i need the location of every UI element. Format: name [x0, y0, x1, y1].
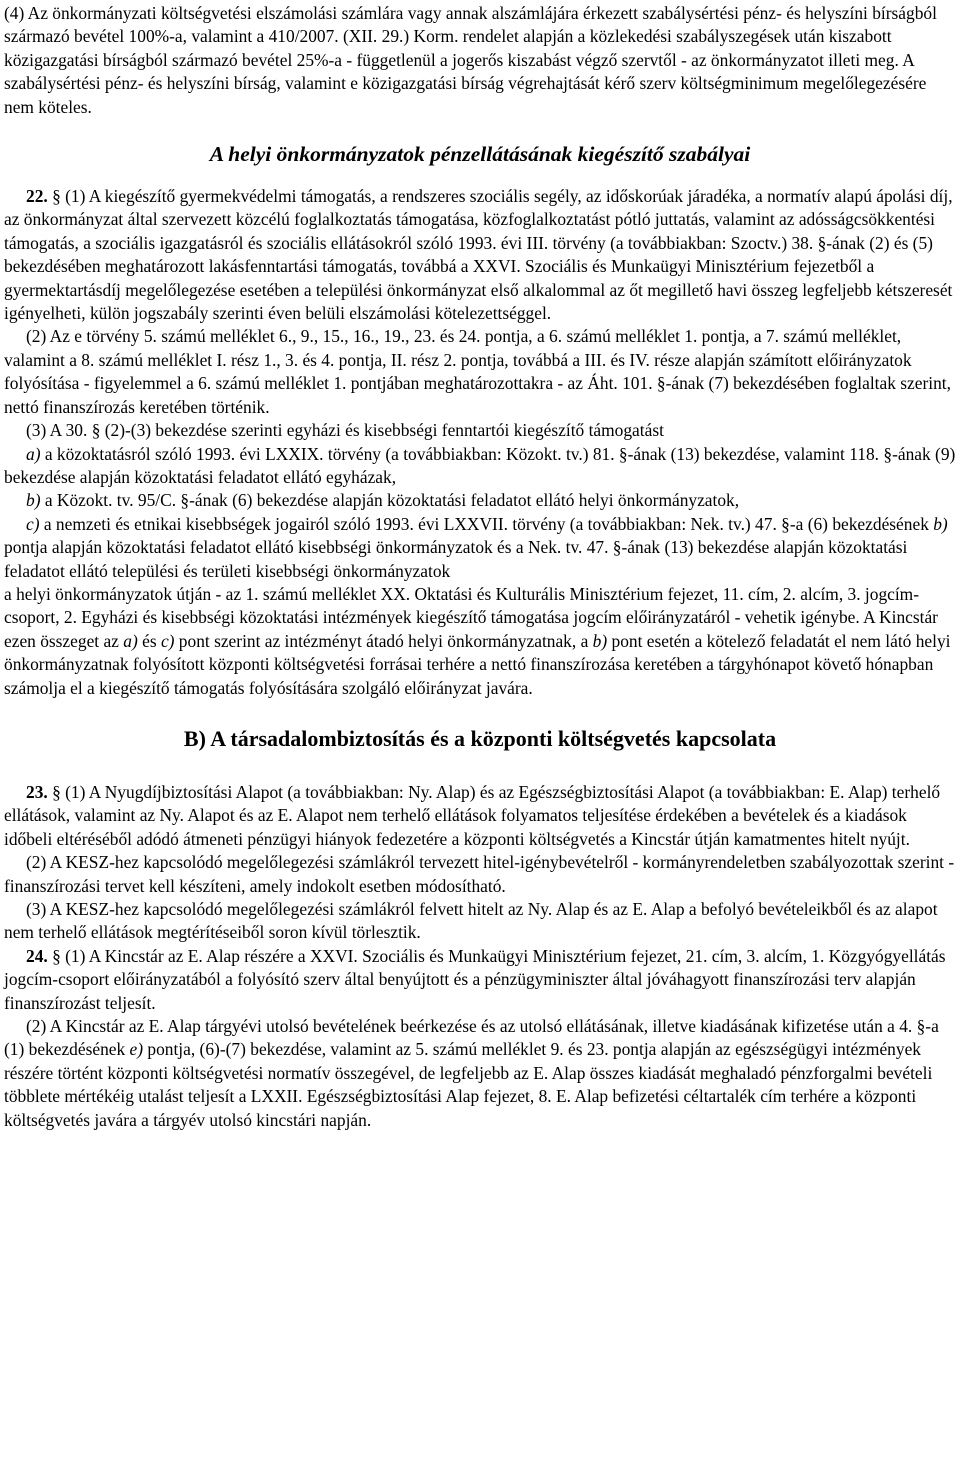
item-label: c) [26, 513, 40, 534]
inline-label: b) [933, 513, 948, 534]
section-22-item-b [4, 489, 956, 512]
section-number: 23. [26, 781, 48, 802]
tail-text: a helyi önkormányzatok útján - az 1. számú melléklet XX. Oktatási és Kulturális Minisztérium fejezet, 11. cím, 2. alcím, 3. jogcím-csoport, 2. Egyházi és kisebbségi közoktatási intézmények kiegészítő támogatása jogcím előirányzatáról - vehetik igénybe. A Kincstár ezen összeget az [4, 583, 938, 651]
section-23-p1-text: § (1) A Nyugdíjbiztosítási Alapot (a továbbiakban: Ny. Alap) és az Egészségbiztosítási Alapot (a továbbiakban: E. Alap) terhelő ellátások, valamint az Ny. Alapot és az E. Alapot nem terhelő ellátások folyamatos teljesítése érdekében a bevételek és a kiadások időbeli eltéréséből adódó átmeneti pénzügyi hiányok fedezetére a központi költségvetés a Kincstár útján kamatmentes hitelt nyújt. [4, 781, 941, 849]
item-text: a Közokt. tv. 95/C. §-ának (6) bekezdése alapján közoktatási feladatot ellátó helyi önkormányzatok, [40, 490, 740, 511]
section-22-p1-text: § (1) A kiegészítő gyermekvédelmi támogatás, a rendszeres szociális segély, az időskorúak járadéka, a normatív alapú ápolási díj, az önkormányzat által szervezett közcélú foglalkoztatás támogatása, közfoglalkoztatást pótló juttatás, valamint az adósságcsökkentési támogatás, a szociális igazgatásról és szociális ellátásokról szóló 1993. évi III. törvény (a továbbiakban: Szoctv.) 38. §-ának (2) és (5) bekezdésében meghatározott lakásfenntartási támogatás, továbbá a XXVI. Szociális és Munkaügyi Minisztérium fejezetből a gyermektartásdíj megelőlegezése esetében a települési önkormányzat első alkalommal az őt megillető havi összeg legfeljebb kétszeresét igényelheti, külön jogszabály szerinti éven belüli elszámolási kötelezettséggel. [4, 186, 953, 324]
inline-label: a) [123, 630, 138, 651]
inline-label: c) [160, 630, 175, 651]
inline-label: b) [592, 630, 608, 651]
section-heading-local-governments: A helyi önkormányzatok pénzellátásának kiegészítő szabályai [209, 142, 751, 167]
section-heading-social-security: B) A társadalombiztosítás és a központi költségvetés kapcsolata [183, 725, 777, 751]
p2-text: (2) A Kincstár az E. Alap tárgyévi utolsó bevételének beérkezése és az utolsó ellátásának, illetve kiadásának kifizetése után a 4. §-a (1) bekezdésének [4, 1016, 939, 1060]
p2-text: pontja, (6)-(7) bekezdése, valamint az 5. számú melléklet 9. és 23. pontja alapján az egészségügyi intézmények részére történt központi költségvetési normatív összegével, de legfeljebb az E. Alap összes kiadását meghaladó pénzforgalmi bevételi többlete mértékéig utalást teljesít a LXXII. Egészségbiztosítási Alap fejezet, 8. E. Alap befizetési céltartalék cím terhére a központi költségvetés javára a tárgyév utolsó kincstári napján. [4, 1039, 933, 1130]
inline-label: e) [129, 1039, 144, 1060]
section-22-tail [4, 583, 956, 700]
section-number: 24. [26, 945, 48, 966]
section-22-paragraph-3: (3) A 30. § (2)-(3) bekezdése szerinti egyházi és kisebbségi fenntartói kiegészítő támogatást [26, 420, 664, 441]
section-22-paragraph-2: (2) Az e törvény 5. számú melléklet 6., 9., 15., 16., 19., 23. és 24. pontja, a 6. számú melléklet 1. pontja, a 7. számú melléklet, valamint a 8. számú melléklet I. rész 1., 3. és 4. pontja, II. rész 2. pontja, továbbá a III. és IV. része alapján számított előirányzatok folyósítása - figyelemmel a 6. számú melléklet 1. pontjában meghatározottakra - az Áht. 101. §-ának (7) bekezdésében foglaltak szerint, nettó finanszírozás keretében történik. [4, 326, 951, 417]
section-22-paragraph-1 [4, 185, 956, 325]
section-24-paragraph-2 [4, 1015, 956, 1132]
section-23-paragraph-3: (3) A KESZ-hez kapcsolódó megelőlegezési számlákról felvett hitelt az Ny. Alap és az E. Alap a befolyó bevételeikből és az alapot nem terhelő ellátások megtérítéseiből soron kívül törlesztik. [4, 899, 938, 943]
section-23-paragraph-2: (2) A KESZ-hez kapcsolódó megelőlegezési számlákról tervezett hitel-igénybevételről - kormányrendeletben szabályozottak szerint - finanszírozási tervet kell készíteni, amely indokolt esetben módosítható. [4, 852, 955, 896]
document-page [4, 2, 956, 1132]
item-text: pontja alapján közoktatási feladatot ellátó kisebbségi önkormányzatok és a Nek. tv. 47. §-ának (13) bekezdése alapján közoktatási feladatot ellátó települési és területi kisebbségi önkormányzatok [4, 537, 908, 581]
section-number: 22. [26, 186, 48, 207]
section-22-item-c [4, 513, 956, 583]
paragraph-4: (4) Az önkormányzati költségvetési elszámolási számlára vagy annak alszámlájára érkezett szabálysértési pénz- és helyszíni bírságból származó bevétel 100%-a, valamint a 410/2007. (XII. 29.) Korm. rendelet alapján a közlekedési szabályszegések után kiszabott közigazgatási bírságból származó bevétel 25%-a - függetlenül a jogerős kiszabást végző szervtől - az önkormányzatot illeti meg. A szabálysértési pénz- és helyszíni bírság, valamint e közigazgatási bírság végrehajtását kérő szerv költségminimum megelőlegezésére nem köteles. [4, 3, 937, 117]
item-text: a közoktatásról szóló 1993. évi LXXIX. törvény (a továbbiakban: Közokt. tv.) 81. §-ának (13) bekezdése, valamint 118. §-ának (9) bekezdése alapján közoktatási feladatot ellátó egyházak, [4, 443, 956, 487]
item-label: b) [26, 490, 41, 511]
section-22-item-a [4, 443, 956, 490]
item-label: a) [26, 443, 41, 464]
section-23-paragraph-1 [4, 781, 956, 851]
section-24-paragraph-1 [4, 945, 956, 1015]
section-24-p1-text: § (1) A Kincstár az E. Alap részére a XXVI. Szociális és Munkaügyi Minisztérium fejezet, 21. cím, 3. alcím, 1. Közgyógyellátás jogcím-csoport előirányzatából a folyósító szerv által benyújtott és a pénzügyminiszter által jóváhagyott finanszírozási terv alapján finanszírozást teljesít. [4, 945, 946, 1013]
item-text: a nemzeti és etnikai kisebbségek jogairól szóló 1993. évi LXXVII. törvény (a továbbiakban: Nek. tv.) 47. §-a (6) bekezdésének [39, 513, 934, 534]
tail-text: és [137, 630, 161, 651]
tail-text: pont esetén a kötelező feladatát el nem látó helyi önkormányzatnak folyósított központi költségvetési forrásai terhére a nettó finanszírozása keretében a tárgyhónapot követő hónapban számolja el a kiegészítő támogatás folyósítására szolgáló előirányzat javára. [4, 630, 951, 698]
tail-text: pont szerint az intézményt átadó helyi önkormányzatnak, a [174, 630, 593, 651]
